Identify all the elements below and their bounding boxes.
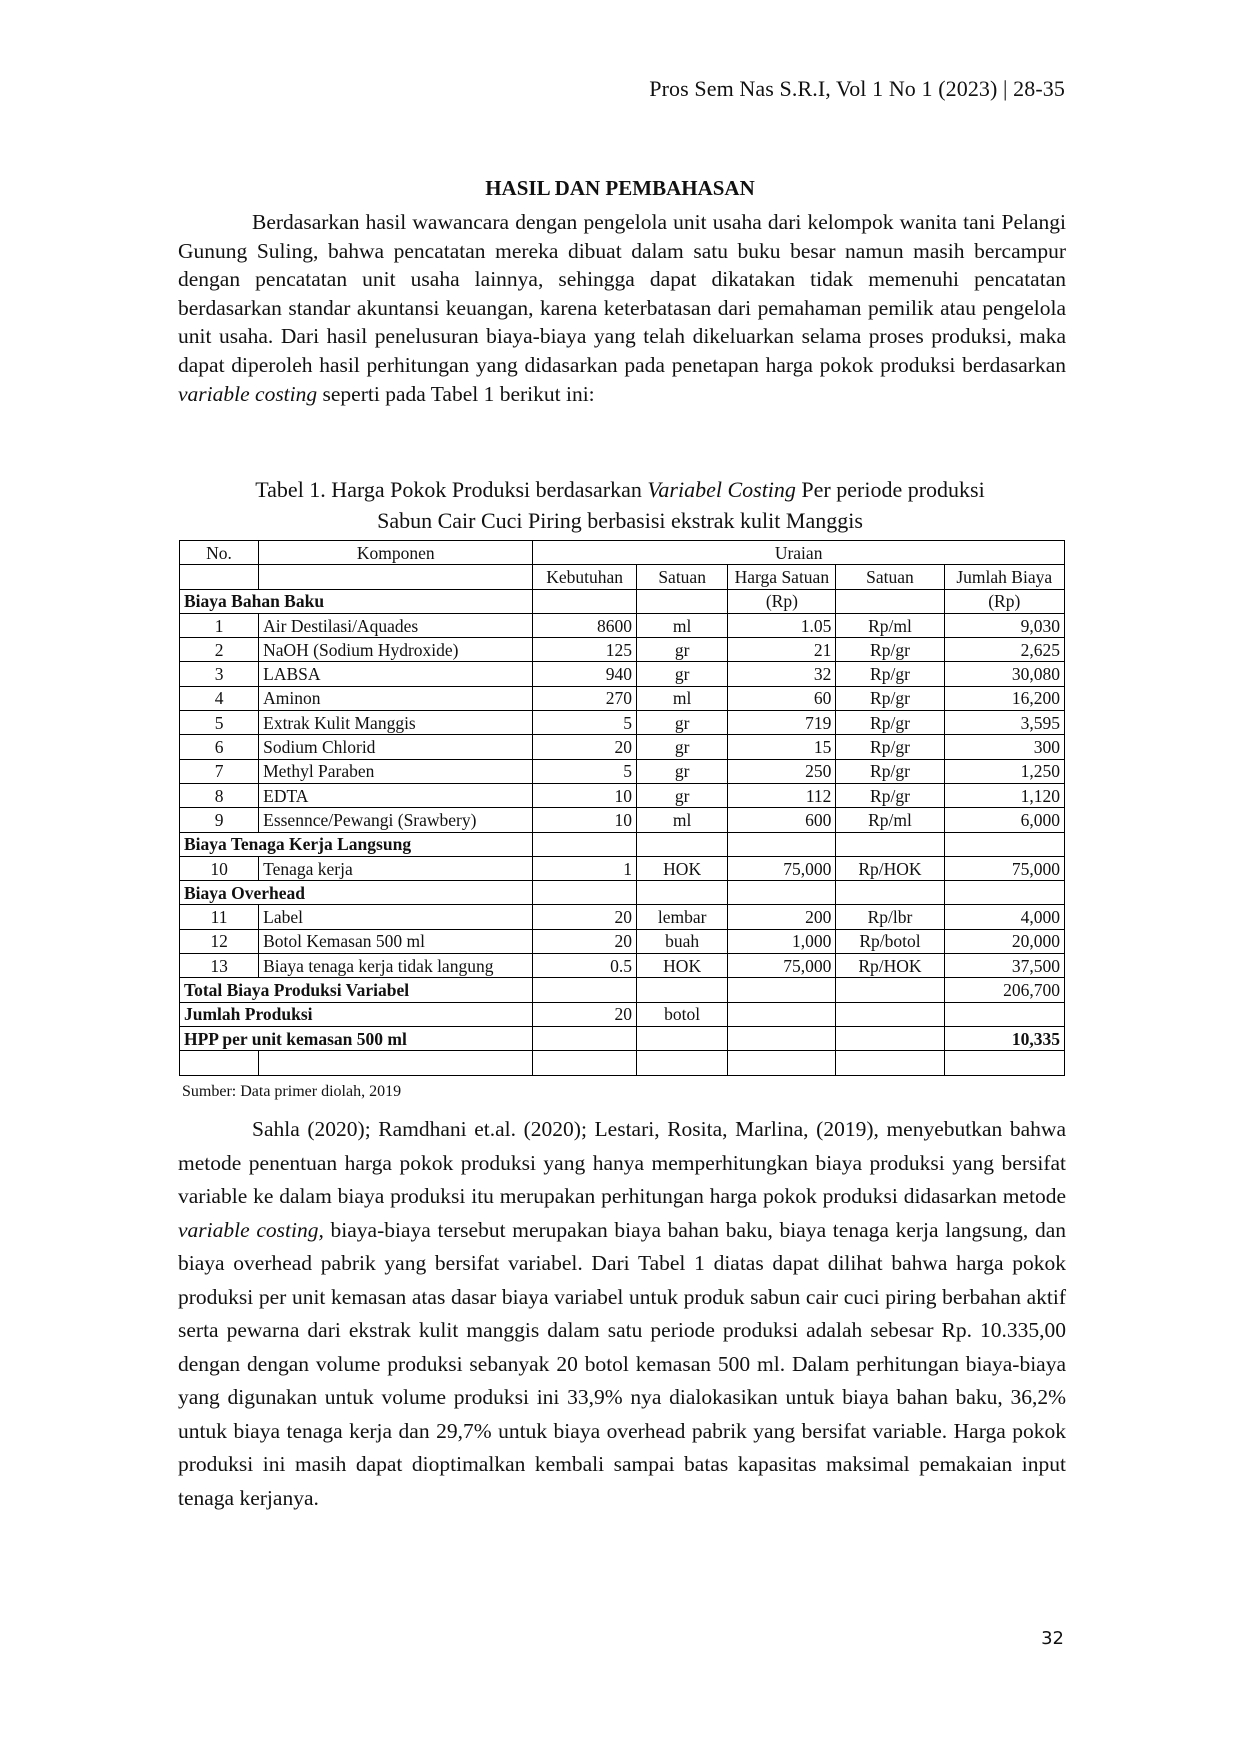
section-row-overhead: [180, 881, 1065, 905]
paragraph-discussion-text: Sahla (2020); Ramdhani et.al. (2020); Lestari, Rosita, Marlina, (2019), menyebutkan bahwa metode penentuan harga pokok produksi yang hanya memperhitungkan biaya produksi yang bersifat variable ke dalam biaya produksi itu merupakan perhitungan harga pokok produksi didasarkan metode: [178, 1117, 1066, 1208]
row-satuan: gr: [636, 735, 727, 759]
empty-cell: [728, 978, 836, 1002]
section-label: Biaya Bahan Baku: [180, 589, 533, 613]
empty-cell: [533, 1026, 637, 1050]
caption-line-1: [0, 474, 1240, 505]
table-row: [180, 686, 1065, 710]
empty-cell: [944, 881, 1064, 905]
row-harga-satuan: 1,000: [728, 929, 836, 953]
row-kebutuhan: 20: [533, 735, 637, 759]
section-title: HASIL DAN PEMBAHASAN: [485, 176, 755, 200]
row-komponen: Essennce/Pewangi (Srawbery): [259, 808, 533, 832]
row-no: 4: [180, 686, 259, 710]
jumlah-produksi-label: Jumlah Produksi: [180, 1002, 533, 1026]
row-harga-satuan: 112: [728, 783, 836, 807]
row-no: 8: [180, 783, 259, 807]
empty-cell: [533, 978, 637, 1002]
row-satuan: gr: [636, 783, 727, 807]
row-jumlah-biaya: 75,000: [944, 856, 1064, 880]
table-row: [180, 613, 1065, 637]
total-label: Total Biaya Produksi Variabel: [180, 978, 533, 1002]
row-satuan-harga: Rp/HOK: [836, 856, 944, 880]
paragraph-intro-end: seperti pada Tabel 1 berikut ini:: [317, 381, 595, 406]
row-no: 2: [180, 638, 259, 662]
row-jumlah-biaya: 9,030: [944, 613, 1064, 637]
row-satuan-harga: Rp/ml: [836, 613, 944, 637]
row-satuan: ml: [636, 808, 727, 832]
row-satuan-harga: Rp/gr: [836, 686, 944, 710]
row-harga-satuan: 200: [728, 905, 836, 929]
row-satuan: gr: [636, 638, 727, 662]
row-komponen: Botol Kemasan 500 ml: [259, 929, 533, 953]
row-jumlah-biaya: 6,000: [944, 808, 1064, 832]
col-header-harga-satuan: Harga Satuan: [728, 565, 836, 589]
table-header-row: [180, 541, 1065, 565]
row-no: 5: [180, 711, 259, 735]
empty-cell: [180, 1051, 259, 1075]
empty-cell: [728, 832, 836, 856]
overhead-rows: [180, 905, 1065, 978]
row-komponen: Biaya tenaga kerja tidak langung: [259, 954, 533, 978]
paragraph-discussion-end: biaya-biaya tersebut merupakan biaya bahan baku, biaya tenaga kerja langsung, dan biaya overhead pabrik yang bersifat variabel. Dari Tabel 1 diatas dapat dilihat bahwa harga pokok produksi per unit kemasan atas dasar biaya variabel untuk produk sabun cair cuci piring berbahan aktif serta pewarna dari ekstrak kulit manggis dalam satu periode produksi adalah sebesar Rp. 10.335,00 dengan dengan volume produksi sebanyak 20 botol kemasan 500 ml. Dalam perhitungan biaya-biaya yang digunakan untuk volume produksi ini 33,9% nya dialokasikan untuk biaya bahan baku, 36,2% untuk biaya tenaga kerja dan 29,7% untuk biaya overhead pabrik yang bersifat variable. Harga pokok produksi ini masih dapat dioptimalkan kembali sampai batas kapasitas maksimal pemakaian input tenaga kerjanya.: [178, 1217, 1066, 1510]
table-row: [180, 662, 1065, 686]
empty-cell: [259, 1051, 533, 1075]
cost-table: [179, 540, 1065, 1076]
row-kebutuhan: 20: [533, 905, 637, 929]
tenaga-kerja-rows: [180, 856, 1065, 880]
caption-line-2: Sabun Cair Cuci Piring berbasisi ekstrak kulit Manggis: [377, 508, 863, 533]
table-row: [180, 929, 1065, 953]
row-komponen: Aminon: [259, 686, 533, 710]
jumlah-produksi-value: 20: [533, 1002, 637, 1026]
row-satuan-harga: Rp/lbr: [836, 905, 944, 929]
row-satuan: lembar: [636, 905, 727, 929]
row-no: 3: [180, 662, 259, 686]
caption-prefix: Tabel 1. Harga Pokok Produksi berdasarkan: [255, 477, 648, 502]
empty-cell: [180, 565, 259, 589]
row-jumlah-biaya: 37,500: [944, 954, 1064, 978]
row-kebutuhan: 0.5: [533, 954, 637, 978]
empty-cell: [836, 881, 944, 905]
col-header-komponen: Komponen: [259, 541, 533, 565]
row-satuan-harga: Rp/gr: [836, 783, 944, 807]
row-satuan-harga: Rp/gr: [836, 759, 944, 783]
empty-cell: [533, 589, 637, 613]
table-row: [180, 856, 1065, 880]
empty-cell: [636, 1026, 727, 1050]
empty-cell: [944, 1002, 1064, 1026]
empty-cell: [636, 978, 727, 1002]
row-satuan: buah: [636, 929, 727, 953]
row-satuan: HOK: [636, 954, 727, 978]
row-harga-satuan: 21: [728, 638, 836, 662]
row-satuan: ml: [636, 686, 727, 710]
caption-italic: Variabel Costing: [647, 477, 796, 502]
bahan-baku-rows: [180, 613, 1065, 832]
row-no: 7: [180, 759, 259, 783]
row-harga-satuan: 75,000: [728, 856, 836, 880]
col-header-satuan-harga: Satuan: [836, 565, 944, 589]
table-row: [180, 711, 1065, 735]
empty-cell: [836, 978, 944, 1002]
running-head: Pros Sem Nas S.R.I, Vol 1 No 1 (2023) | 28-35: [649, 76, 1065, 101]
empty-cell: [533, 832, 637, 856]
table-row: [180, 905, 1065, 929]
paragraph-discussion: [178, 1113, 1066, 1515]
table-subheader-row: [180, 565, 1065, 589]
row-harga-satuan: 1.05: [728, 613, 836, 637]
col-header-jumlah-biaya: Jumlah Biaya: [944, 565, 1064, 589]
row-jumlah-biaya: 20,000: [944, 929, 1064, 953]
jumlah-produksi-row: [180, 1002, 1065, 1026]
col-header-no: No.: [180, 541, 259, 565]
row-komponen: Tenaga kerja: [259, 856, 533, 880]
empty-cell: [836, 1026, 944, 1050]
row-komponen: EDTA: [259, 783, 533, 807]
row-satuan-harga: Rp/gr: [836, 711, 944, 735]
row-kebutuhan: 125: [533, 638, 637, 662]
row-kebutuhan: 5: [533, 711, 637, 735]
empty-cell: [533, 1051, 637, 1075]
row-komponen: Label: [259, 905, 533, 929]
section-row-bahan-baku: [180, 589, 1065, 613]
row-harga-satuan: 719: [728, 711, 836, 735]
table-row: [180, 954, 1065, 978]
row-jumlah-biaya: 16,200: [944, 686, 1064, 710]
empty-cell: [836, 589, 944, 613]
row-harga-satuan: 15: [728, 735, 836, 759]
row-harga-satuan: 250: [728, 759, 836, 783]
table-row: [180, 735, 1065, 759]
empty-cell: [636, 589, 727, 613]
row-harga-satuan: 600: [728, 808, 836, 832]
section-label: Biaya Tenaga Kerja Langsung: [180, 832, 533, 856]
empty-cell: [533, 881, 637, 905]
row-komponen: Air Destilasi/Aquades: [259, 613, 533, 637]
unit-label-rp: (Rp): [944, 589, 1064, 613]
empty-cell: [836, 1002, 944, 1026]
page-number: 32: [1041, 1628, 1064, 1649]
table-caption: [0, 474, 1240, 536]
row-satuan: gr: [636, 662, 727, 686]
row-satuan: gr: [636, 759, 727, 783]
jumlah-produksi-unit: botol: [636, 1002, 727, 1026]
empty-cell: [836, 1051, 944, 1075]
row-no: 1: [180, 613, 259, 637]
empty-cell: [636, 1051, 727, 1075]
table-row: [180, 808, 1065, 832]
paragraph-discussion-italic: variable costing,: [178, 1217, 324, 1242]
row-komponen: LABSA: [259, 662, 533, 686]
col-header-kebutuhan: Kebutuhan: [533, 565, 637, 589]
col-header-satuan: Satuan: [636, 565, 727, 589]
row-jumlah-biaya: 3,595: [944, 711, 1064, 735]
row-no: 6: [180, 735, 259, 759]
empty-cell: [728, 1051, 836, 1075]
empty-row: [180, 1051, 1065, 1075]
row-kebutuhan: 5: [533, 759, 637, 783]
table-row: [180, 759, 1065, 783]
empty-cell: [636, 881, 727, 905]
row-kebutuhan: 10: [533, 783, 637, 807]
row-komponen: Methyl Paraben: [259, 759, 533, 783]
empty-cell: [259, 565, 533, 589]
row-jumlah-biaya: 30,080: [944, 662, 1064, 686]
row-no: 12: [180, 929, 259, 953]
empty-cell: [728, 1002, 836, 1026]
row-satuan-harga: Rp/gr: [836, 662, 944, 686]
row-satuan: gr: [636, 711, 727, 735]
row-harga-satuan: 75,000: [728, 954, 836, 978]
empty-cell: [944, 1051, 1064, 1075]
empty-cell: [944, 832, 1064, 856]
hpp-value: 10,335: [944, 1026, 1064, 1050]
row-satuan-harga: Rp/gr: [836, 638, 944, 662]
row-kebutuhan: 10: [533, 808, 637, 832]
section-label: Biaya Overhead: [180, 881, 533, 905]
row-no: 13: [180, 954, 259, 978]
row-harga-satuan: 60: [728, 686, 836, 710]
row-komponen: Extrak Kulit Manggis: [259, 711, 533, 735]
empty-cell: [636, 832, 727, 856]
hpp-row: [180, 1026, 1065, 1050]
row-jumlah-biaya: 1,120: [944, 783, 1064, 807]
row-kebutuhan: 20: [533, 929, 637, 953]
row-kebutuhan: 270: [533, 686, 637, 710]
row-satuan-harga: Rp/ml: [836, 808, 944, 832]
table-row: [180, 783, 1065, 807]
row-jumlah-biaya: 300: [944, 735, 1064, 759]
paragraph-intro-italic: variable costing: [178, 381, 318, 406]
paragraph-intro: [178, 208, 1066, 408]
paragraph-intro-text: Berdasarkan hasil wawancara dengan pengelola unit usaha dari kelompok wanita tani Pelangi Gunung Suling, bahwa pencatatan mereka dibuat dalam satu buku besar namun masih bercampur dengan pencatatan unit usaha lainnya, sehingga dapat dikatakan tidak memenuhi pencatatan berdasarkan standar akuntansi keuangan, karena keterbatasan dari pemahaman pemilik atau pengelola unit usaha. Dari hasil penelusuran biaya-biaya yang telah dikeluarkan selama proses produksi, maka dapat diperoleh hasil perhitungan yang didasarkan pada penetapan harga pokok produksi berdasarkan: [178, 210, 1066, 377]
row-satuan: HOK: [636, 856, 727, 880]
table-source: Sumber: Data primer diolah, 2019: [182, 1083, 402, 1100]
row-satuan-harga: Rp/botol: [836, 929, 944, 953]
row-jumlah-biaya: 1,250: [944, 759, 1064, 783]
row-jumlah-biaya: 4,000: [944, 905, 1064, 929]
row-kebutuhan: 940: [533, 662, 637, 686]
row-komponen: NaOH (Sodium Hydroxide): [259, 638, 533, 662]
row-satuan: ml: [636, 613, 727, 637]
total-value: 206,700: [944, 978, 1064, 1002]
row-no: 11: [180, 905, 259, 929]
caption-suffix: Per periode produksi: [795, 477, 985, 502]
row-jumlah-biaya: 2,625: [944, 638, 1064, 662]
col-header-uraian: Uraian: [533, 541, 1065, 565]
unit-label-rp: (Rp): [728, 589, 836, 613]
row-kebutuhan: 1: [533, 856, 637, 880]
row-no: 10: [180, 856, 259, 880]
row-kebutuhan: 8600: [533, 613, 637, 637]
hpp-label: HPP per unit kemasan 500 ml: [180, 1026, 533, 1050]
row-satuan-harga: Rp/gr: [836, 735, 944, 759]
empty-cell: [728, 881, 836, 905]
empty-cell: [728, 1026, 836, 1050]
row-no: 9: [180, 808, 259, 832]
row-satuan-harga: Rp/HOK: [836, 954, 944, 978]
section-row-tenaga-kerja: [180, 832, 1065, 856]
total-row: [180, 978, 1065, 1002]
empty-cell: [836, 832, 944, 856]
row-komponen: Sodium Chlorid: [259, 735, 533, 759]
row-harga-satuan: 32: [728, 662, 836, 686]
table-row: [180, 638, 1065, 662]
